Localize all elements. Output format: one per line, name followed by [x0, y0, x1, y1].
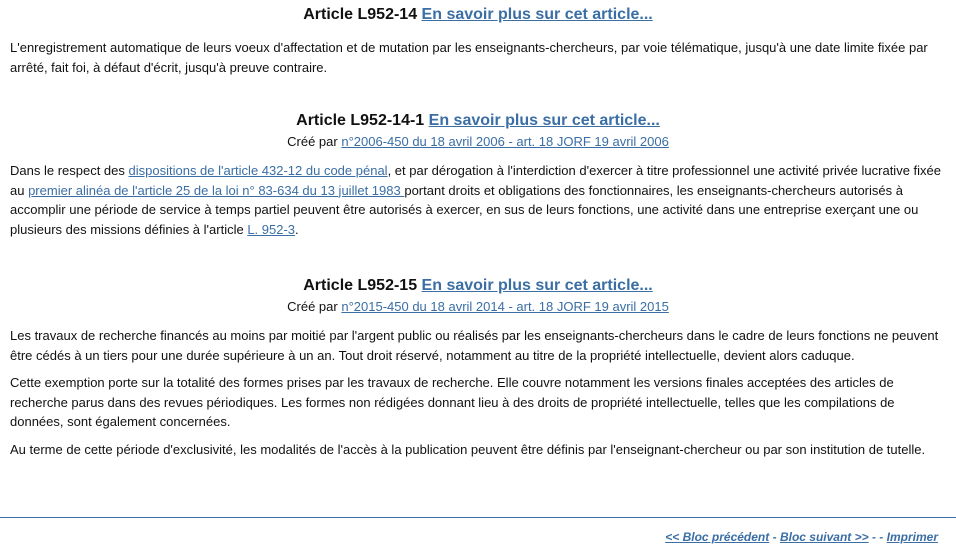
paragraph-text: portant droits et obligations des fonctionnaires, les enseignants-chercheurs autorisés à accomplir une période de service à temps partiel peuvent être autorisés à exercer, en sus de leurs fonctions, une activité dans une entreprise exerçant une ou plusieurs des missions définies à l'article — [10, 182, 919, 237]
article-title: Article L952-14-1 — [296, 112, 425, 129]
created-by-line — [0, 134, 956, 149]
article-l952-15 — [0, 277, 956, 459]
article-title: Article L952-14 — [303, 6, 418, 23]
created-by-link[interactable]: n°2015-450 du 18 avril 2014 - art. 18 JORF 19 avril 2015 — [341, 299, 669, 314]
footer-separator: - — [769, 530, 780, 544]
article-paragraph — [10, 161, 946, 239]
next-block-link[interactable]: Bloc suivant >> — [779, 530, 869, 544]
article-l952-14 — [0, 6, 956, 77]
code-penal-link[interactable]: dispositions de l'article 432-12 du code pénal — [128, 163, 388, 178]
article-title: Article L952-15 — [303, 277, 418, 294]
article-paragraph: Au terme de cette période d'exclusivité, les modalités de l'accès à la publication peuvent être définis par l'enseignant-chercheur ou par son institution de tutelle. — [10, 441, 926, 457]
article-l952-14-1 — [0, 112, 956, 239]
paragraph-text: . — [295, 221, 299, 237]
article-heading — [0, 277, 956, 295]
article-heading — [0, 112, 956, 130]
article-paragraph: Les travaux de recherche financés au moins par moitié par l'argent public ou réalisés par les enseignants-chercheurs dans le cadre de leurs fonctions ne peuvent être cédés à un tiers pour une durée supérieure à un an. Tout droit réservé, notamment au titre de la propriété intellectuelle, devient alors caduque. — [10, 328, 939, 363]
paragraph-text: Dans le respect des — [10, 163, 129, 178]
footer-separator: - - — [868, 530, 887, 544]
more-info-link[interactable]: En savoir plus sur cet article... — [421, 277, 653, 294]
created-by-link[interactable]: n°2006-450 du 18 avril 2006 - art. 18 JORF 19 avril 2006 — [341, 134, 669, 149]
article-heading — [0, 6, 956, 24]
print-link[interactable]: Imprimer — [886, 530, 938, 544]
created-prefix: Créé par — [287, 299, 342, 314]
loi-83-634-link[interactable]: premier alinéa de l'article 25 de la loi n° 83-634 du 13 juillet 1983 — [28, 182, 405, 198]
created-by-line — [0, 299, 956, 314]
paragraph-text: , et par dérogation à l'interdiction d'exercer à titre professionnel une activité privée lucrative fixée au — [10, 163, 941, 198]
more-info-link[interactable]: En savoir plus sur cet article... — [428, 112, 660, 129]
more-info-link[interactable]: En savoir plus sur cet article... — [421, 6, 653, 23]
article-l952-3-link[interactable]: L. 952-3 — [247, 221, 296, 237]
article-paragraph: Cette exemption porte sur la totalité des formes prises par les travaux de recherche. Elle couvre notamment les versions finales acceptées des articles de recherche parus dans des revues périodiques. Les formes non rédigées donnant lieu à des droits de propriété intellectuelle, telles que les compilations de données, sont également concernées. — [10, 375, 895, 429]
footer-divider — [0, 517, 956, 518]
created-prefix: Créé par — [287, 134, 342, 149]
previous-block-link[interactable]: << Bloc précédent — [665, 530, 770, 544]
article-paragraph: L'enregistrement automatique de leurs voeux d'affectation et de mutation par les enseignants-chercheurs, par voie télématique, jusqu'à une date limite fixée par arrêté, fait foi, à défaut d'écrit, jusqu'à preuve contraire. — [10, 40, 928, 75]
footer-nav — [665, 530, 938, 544]
